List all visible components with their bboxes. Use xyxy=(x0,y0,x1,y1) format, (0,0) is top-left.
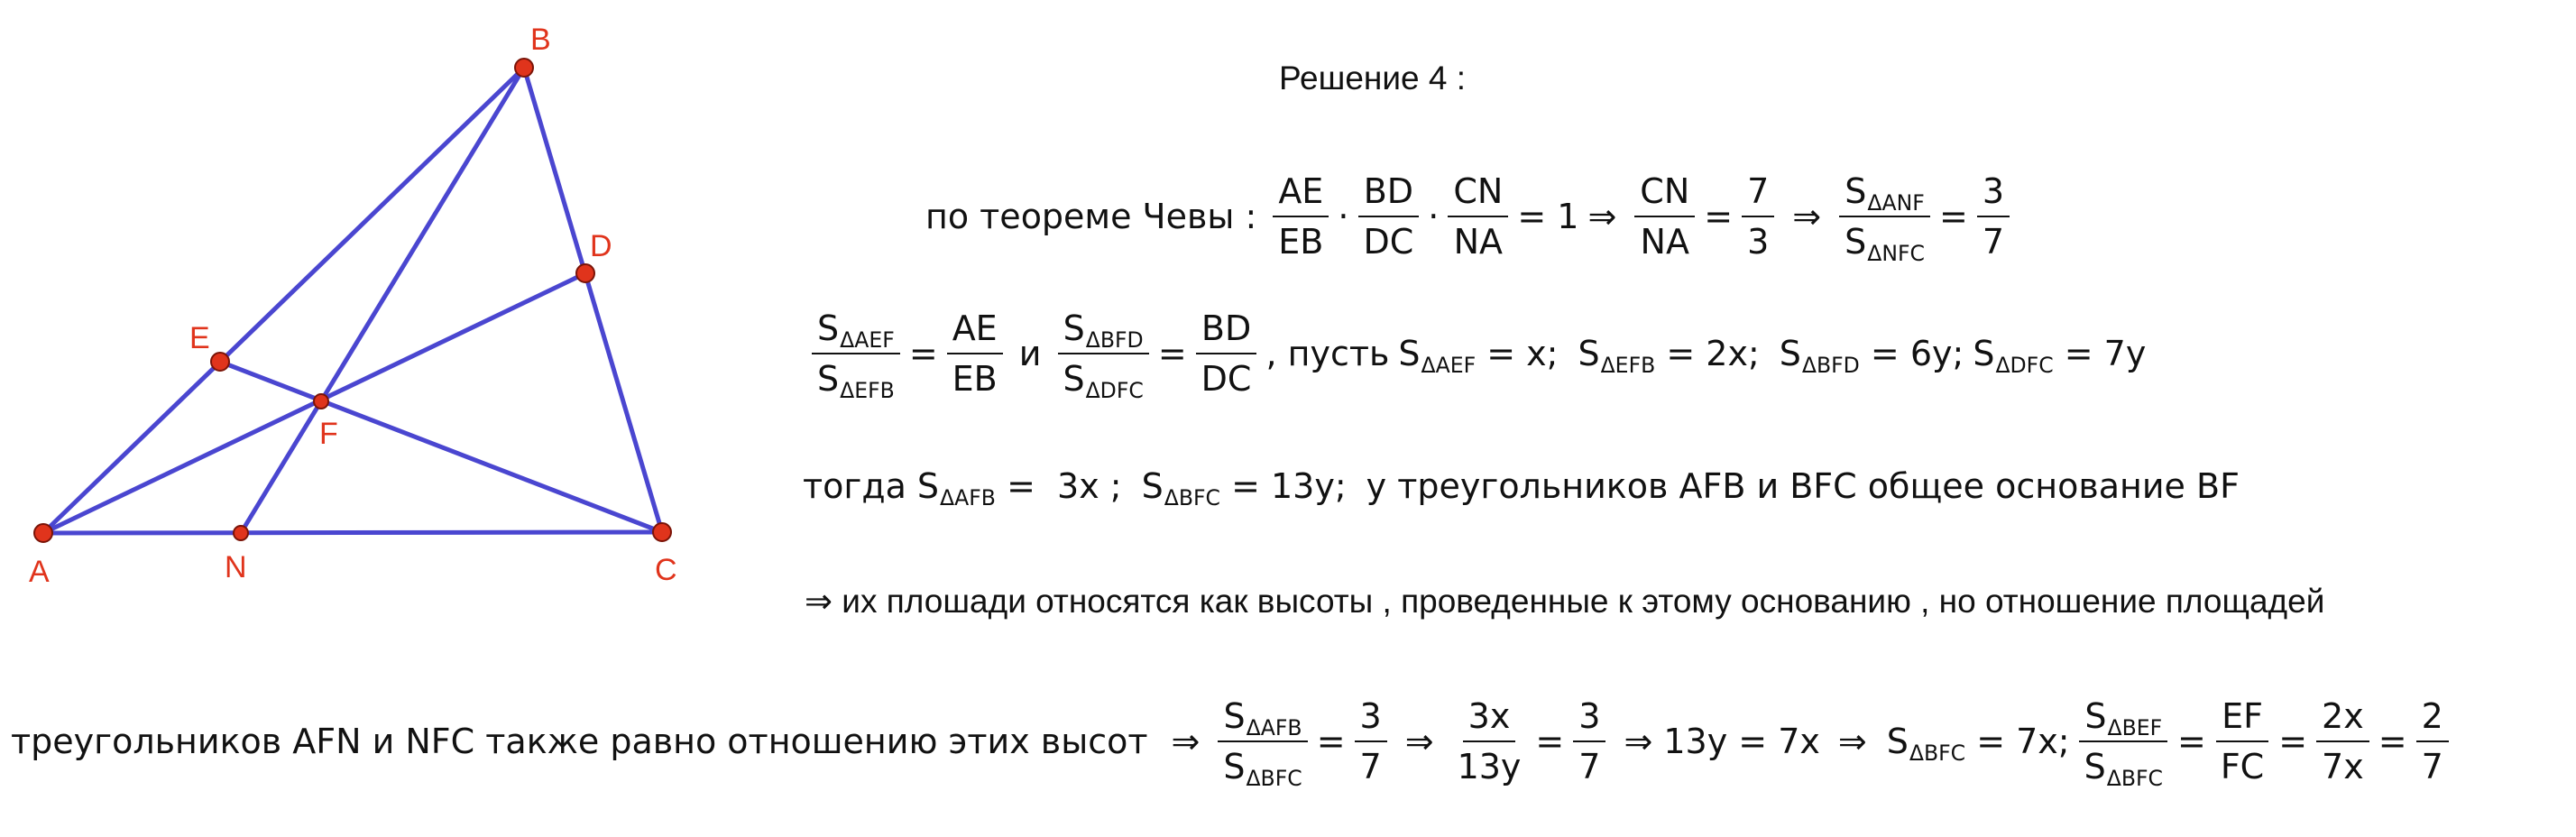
label-E: E xyxy=(189,321,210,355)
equals: = xyxy=(908,334,938,373)
label-F: F xyxy=(319,417,338,451)
equals-one: = 1 xyxy=(1517,197,1579,236)
equals: = xyxy=(1938,197,1968,236)
frac-SAFB-SBFC: $\frac{S_{\Delta AFB}}{S_{\Delta BFC}}$ xyxy=(1218,699,1307,784)
area-BFC: $S_{\Delta BFC} = 13y$; xyxy=(1141,466,1347,511)
area-AFB: $S_{\Delta AFB} = 3x$ ; xyxy=(916,466,1122,511)
frac-BD-DC: $\frac{BD}{DC}$ xyxy=(1357,174,1419,259)
frac-3x-13y: $\frac{3x}{13y}$ xyxy=(1457,696,1522,786)
relation-13y-7x: ⇒ 13y = 7x xyxy=(1624,722,1820,761)
frac-2-7: $\frac{2}{7}$ xyxy=(2416,699,2449,784)
frac-3-7-b: $\frac{3}{7}$ xyxy=(1573,699,1605,784)
area-BFC: $S_{\Delta BFC} = 7x$; xyxy=(1886,722,2070,767)
frac-2x-7x: $\frac{2x}{7x}$ xyxy=(2316,699,2369,784)
equals: = xyxy=(2176,722,2206,761)
point-C xyxy=(653,523,671,541)
frac-AE-EB: $\frac{AE}{EB}$ xyxy=(1273,174,1329,259)
label-D: D xyxy=(590,229,612,263)
equals: = xyxy=(1704,197,1734,236)
implies-arrow: ⇒ xyxy=(1404,722,1434,761)
heights-text: треугольников AFN и NFC также равно отношению этих высот xyxy=(11,722,1148,761)
frac-SBFD-SDFC: $\frac{S_{\Delta BFD}}{S_{\Delta DFC}}$ xyxy=(1057,311,1148,396)
frac-EF-FC: $\frac{EF}{FC}$ xyxy=(2215,699,2269,784)
frac-BD-DC: $\frac{BD}{DC}$ xyxy=(1196,311,1257,396)
frac-SAEF-SEFB: $\frac{S_{\Delta AEF}}{S_{\Delta EFB}}$ xyxy=(812,311,900,396)
let-word: , пусть xyxy=(1265,334,1390,373)
frac-7-3: $\frac{7}{3}$ xyxy=(1742,174,1774,259)
solution-heading: Решение 4 : xyxy=(1279,60,1466,97)
ceva-intro: по теореме Чевы : xyxy=(925,197,1257,236)
point-F xyxy=(314,394,328,409)
equals: = xyxy=(2278,722,2308,761)
point-B xyxy=(515,59,533,77)
implies-arrow: ⇒ xyxy=(1837,722,1867,761)
figure-points xyxy=(34,59,671,542)
point-N xyxy=(234,526,248,540)
equals: = xyxy=(2378,722,2407,761)
segment-EC xyxy=(220,362,662,532)
frac-CN-NA: $\frac{CN}{NA}$ xyxy=(1448,174,1508,259)
line-1 xyxy=(918,171,2019,267)
common-base-text: у треугольников AFB и BFC общее основание BF xyxy=(1366,466,2240,506)
area-DFC: $S_{\Delta DFC} = 7y$ xyxy=(1973,334,2147,379)
segment-BC xyxy=(524,68,662,532)
frac-CN-NA-2: $\frac{CN}{NA}$ xyxy=(1634,174,1695,259)
label-N: N xyxy=(225,550,247,584)
implies-arrow: ⇒ xyxy=(1587,197,1617,236)
area-BFD: $S_{\Delta BFD} = 6y$; xyxy=(1779,334,1964,379)
frac-AE-EB: $\frac{AE}{EB}$ xyxy=(947,311,1003,396)
figure-labels xyxy=(29,23,677,589)
implies-arrow: ⇒ xyxy=(1792,197,1822,236)
area-AEF: $S_{\Delta AEF} = x$; xyxy=(1398,334,1559,379)
equals: = xyxy=(1316,722,1346,761)
frac-SBEF-SBFC: $\frac{S_{\Delta BEF}}{S_{\Delta BFC}}$ xyxy=(2079,699,2168,784)
dot-op: · xyxy=(1338,197,1349,236)
and-word: и xyxy=(1018,334,1042,373)
then-word: тогда xyxy=(803,466,906,506)
frac-3-7: $\frac{3}{7}$ xyxy=(1977,174,2010,259)
point-D xyxy=(576,264,594,282)
line-2 xyxy=(803,308,2147,404)
segment-AC xyxy=(43,532,662,533)
figure-lines xyxy=(43,68,662,533)
equals: = xyxy=(1535,722,1565,761)
point-E xyxy=(211,353,229,371)
frac-3-7: $\frac{3}{7}$ xyxy=(1355,699,1387,784)
dot-op: · xyxy=(1428,197,1440,236)
equals: = xyxy=(1157,334,1187,373)
implies-arrow: ⇒ xyxy=(1171,722,1201,761)
line-4: ⇒ их плошади относятся как высоты , проведенные к этому основанию , но отношение площадей xyxy=(805,583,2325,620)
line-5 xyxy=(11,696,2458,792)
line-3 xyxy=(803,466,2240,511)
frac-SANF-SNFC: $\frac{S_{\Delta ANF}}{S_{\Delta NFC}}$ xyxy=(1839,174,1930,259)
label-B: B xyxy=(530,23,551,57)
label-C: C xyxy=(655,553,677,587)
label-A: A xyxy=(29,555,50,589)
point-A xyxy=(34,524,52,542)
area-EFB: $S_{\Delta EFB} = 2x$; xyxy=(1578,334,1760,379)
triangle-figure xyxy=(0,0,722,631)
